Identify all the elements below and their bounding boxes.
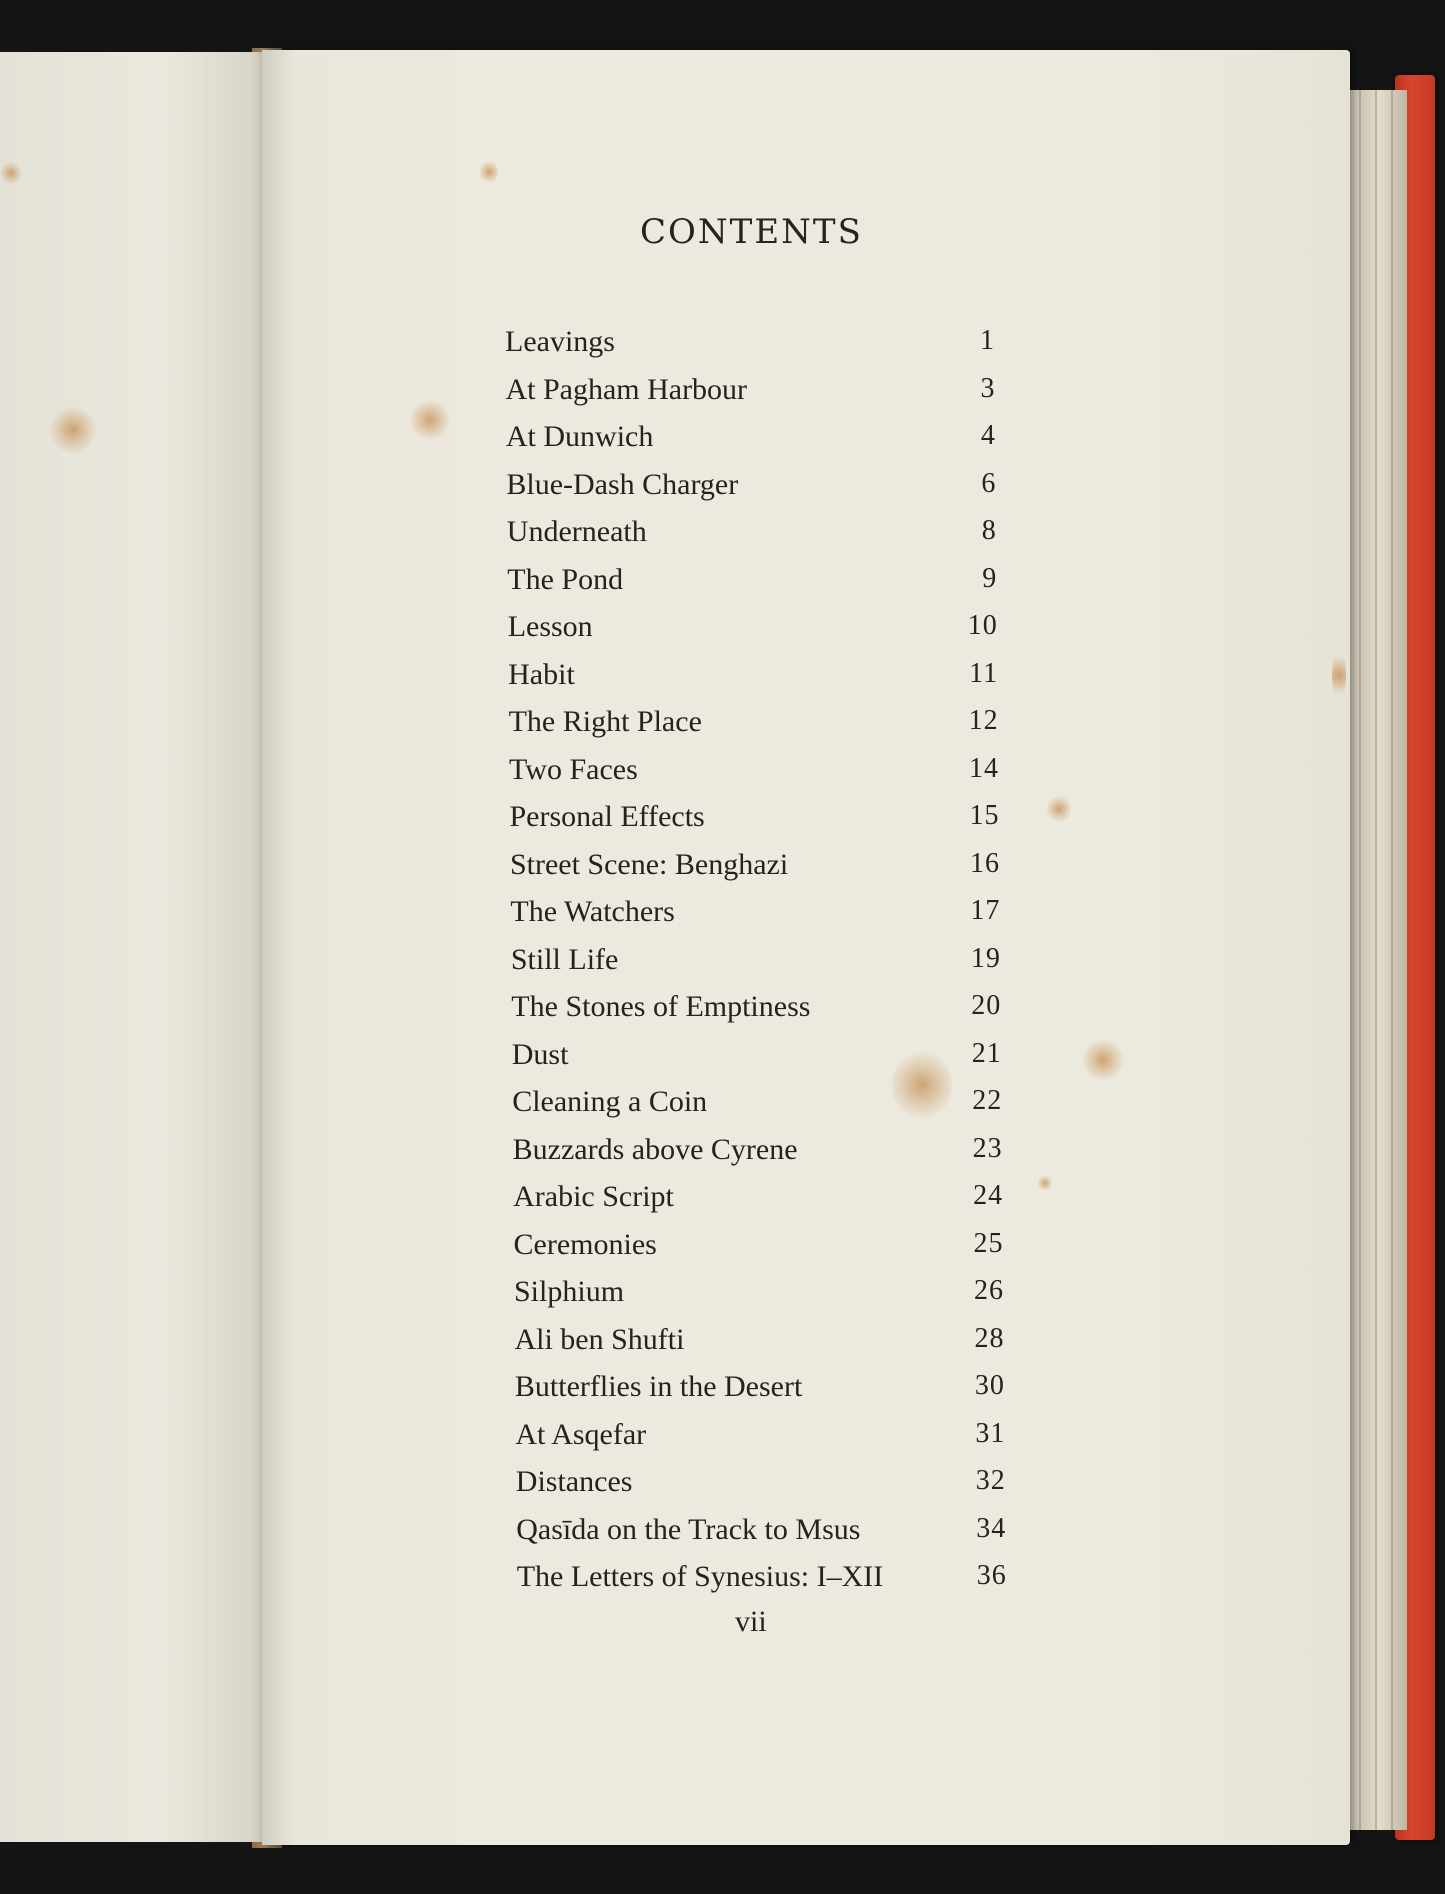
toc-entry xyxy=(507,563,997,611)
toc-entry xyxy=(505,373,995,421)
page-stack xyxy=(1345,90,1407,1830)
toc-entry-title: Arabic Script xyxy=(513,1180,674,1213)
toc-entry xyxy=(510,800,1000,848)
toc-entry xyxy=(507,515,997,563)
toc-entry-page: 24 xyxy=(973,1180,1004,1211)
toc-entry-page: 10 xyxy=(967,610,998,641)
toc-entry-title: Underneath xyxy=(506,515,647,548)
foxing-spot xyxy=(410,400,450,440)
toc-entry-title: Still Life xyxy=(510,942,619,976)
toc-entry xyxy=(513,1133,1003,1181)
toc-entry xyxy=(516,1465,1006,1513)
toc-entry xyxy=(509,753,999,801)
toc-entry-page: 15 xyxy=(969,800,1000,831)
toc-entry xyxy=(506,468,996,516)
toc-entry-page: 23 xyxy=(972,1132,1003,1164)
page-title: CONTENTS xyxy=(640,212,863,252)
toc-entry xyxy=(506,420,996,468)
toc-entry-page: 14 xyxy=(969,752,1000,784)
toc-entry-page: 17 xyxy=(970,895,1001,926)
toc-entry xyxy=(508,658,998,706)
toc-entry-title: Blue-Dash Charger xyxy=(506,467,739,501)
toc-entry-title: Habit xyxy=(508,657,575,691)
foxing-spot xyxy=(480,160,498,184)
toc-entry-page: 12 xyxy=(968,705,999,736)
toc-entry-title: At Asqefar xyxy=(515,1417,647,1451)
foxing-spot xyxy=(1082,1040,1124,1080)
toc-entry xyxy=(511,943,1001,991)
left-page xyxy=(0,52,272,1842)
toc-entry xyxy=(515,1418,1005,1466)
foxing-spot xyxy=(1047,795,1071,823)
toc-entry xyxy=(515,1370,1005,1418)
toc-entry-page: 28 xyxy=(974,1322,1005,1354)
toc-entry-title: Silphium xyxy=(514,1275,625,1308)
toc-entry-title: Ceremonies xyxy=(513,1227,657,1261)
toc-entry xyxy=(517,1560,1007,1608)
toc-entry-title: At Dunwich xyxy=(505,420,654,453)
toc-entry-title: Ali ben Shufti xyxy=(514,1322,685,1356)
toc-entry xyxy=(508,610,998,658)
toc-entry-page: 6 xyxy=(981,467,997,499)
toc-entry-page: 8 xyxy=(981,515,997,546)
page-number: vii xyxy=(735,1605,767,1638)
toc-entry-page: 32 xyxy=(975,1465,1006,1496)
toc-entry-page: 16 xyxy=(969,847,1000,879)
toc-entry-page: 3 xyxy=(980,372,996,404)
toc-entry xyxy=(511,990,1001,1038)
toc-entry-page: 36 xyxy=(976,1560,1007,1591)
toc-entry-page: 20 xyxy=(971,990,1002,1021)
toc-entry-page: 4 xyxy=(980,420,996,451)
toc-entry xyxy=(514,1323,1004,1371)
toc-entry-title: Butterflies in the Desert xyxy=(514,1370,803,1403)
toc-entry-title: Street Scene: Benghazi xyxy=(509,847,789,881)
toc-entry-page: 25 xyxy=(973,1227,1004,1259)
toc-entry-title: Leavings xyxy=(505,325,615,358)
toc-entry-title: Distances xyxy=(515,1465,633,1498)
toc-entry-title: Qasīda on the Track to Msus xyxy=(516,1512,861,1546)
toc-entry xyxy=(510,895,1000,943)
toc-entry-title: Personal Effects xyxy=(509,800,705,833)
foxing-spot xyxy=(50,407,96,453)
toc-entry xyxy=(514,1228,1004,1276)
toc-entry-title: At Pagham Harbour xyxy=(505,372,748,406)
toc-entry xyxy=(512,1038,1002,1086)
toc-entry-title: The Watchers xyxy=(510,895,675,928)
toc-entry-title: The Right Place xyxy=(508,705,702,738)
toc-entry-page: 34 xyxy=(976,1512,1007,1544)
foxing-spot xyxy=(1038,1175,1052,1191)
toc-entry-page: 9 xyxy=(982,562,998,594)
toc-entry-page: 30 xyxy=(974,1370,1005,1401)
foxing-spot xyxy=(1332,650,1346,700)
toc-entry-page: 1 xyxy=(980,325,995,356)
toc-entry-title: Lesson xyxy=(507,610,593,643)
toc-entry xyxy=(505,325,995,373)
toc-entry-page: 11 xyxy=(969,657,999,689)
toc-entry-page: 21 xyxy=(971,1037,1002,1069)
toc-entry-title: Buzzards above Cyrene xyxy=(512,1132,798,1166)
toc-entry-title: Cleaning a Coin xyxy=(512,1085,708,1118)
toc-entry xyxy=(516,1513,1006,1561)
toc-entry-title: The Letters of Synesius: I–XII xyxy=(516,1560,884,1593)
toc-entry-page: 22 xyxy=(972,1085,1003,1116)
toc-entry-title: Dust xyxy=(511,1037,569,1071)
toc-entry xyxy=(510,848,1000,896)
toc-entry xyxy=(514,1275,1004,1323)
toc-entry xyxy=(512,1085,1002,1133)
toc-entry-page: 26 xyxy=(974,1275,1004,1306)
toc-entry xyxy=(509,705,999,753)
toc-entry xyxy=(513,1180,1003,1228)
toc-entry-title: Two Faces xyxy=(509,752,638,786)
toc-entry-page: 31 xyxy=(975,1417,1006,1449)
toc-entry-page: 19 xyxy=(970,942,1001,974)
foxing-spot xyxy=(0,162,22,184)
toc-entry-title: The Pond xyxy=(507,562,624,596)
toc-entry-title: The Stones of Emptiness xyxy=(511,990,811,1023)
